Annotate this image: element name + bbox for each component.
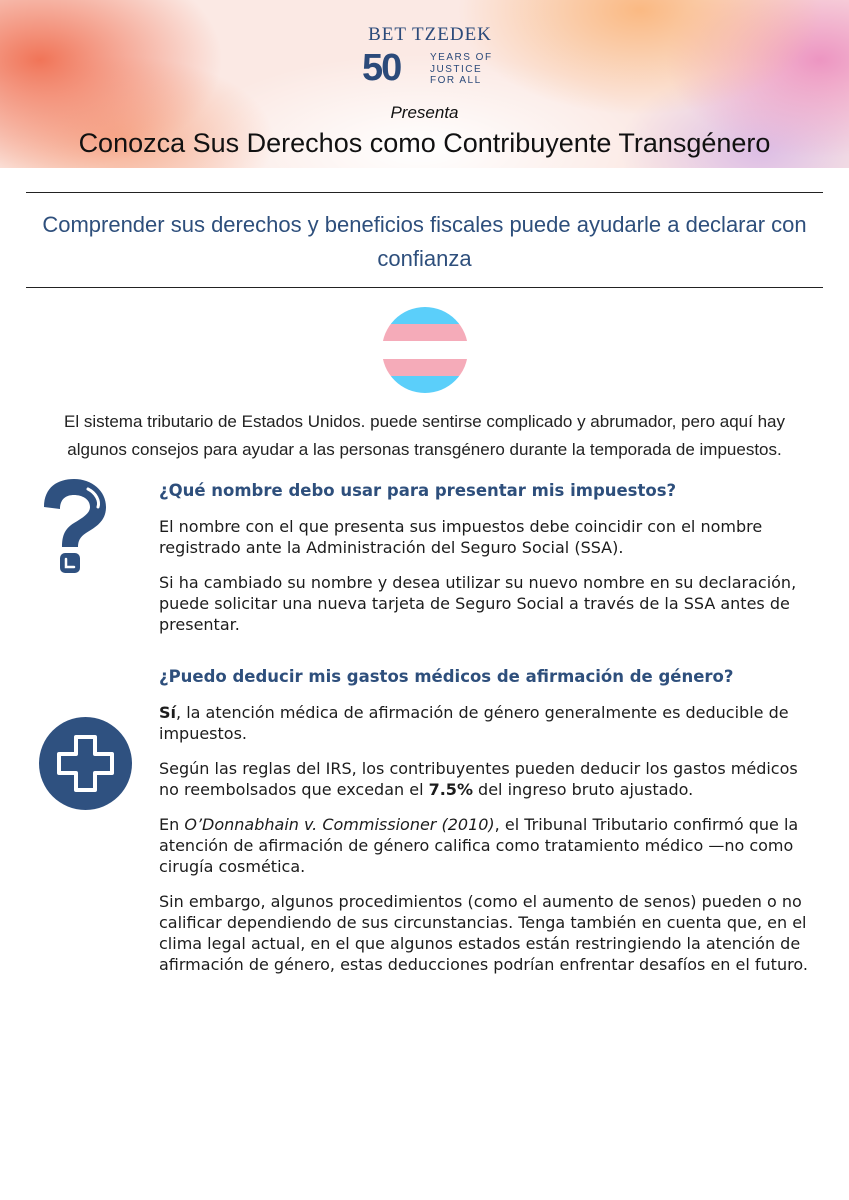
page-title: Conozca Sus Derechos como Contribuyente Transgénero	[78, 128, 771, 158]
section2-paragraph: En O’Donnabhain v. Commissioner (2010), el Tribunal Tributario confirmó que la atención de afirmación de género califica como tratamiento médico —no como cirugía cosmética.	[159, 815, 799, 876]
section1-paragraph: Si ha cambiado su nombre y desea utilizar su nuevo nombre en su declaración, puede solicitar una nueva tarjeta de Seguro Social a través de la SSA antes de presentar.	[159, 573, 797, 634]
section2-paragraph: Sin embargo, algunos procedimientos (como el aumento de senos) pueden o no calificar dependiendo de sus circunstancias. Tenga también en cuenta que, en el clima legal actual, en el que algunos estados están restringiendo la atención de afirmación de género, estas deducciones podrían enfrentar desafíos en el futuro.	[159, 892, 808, 974]
logo-name: BET TZEDEK	[368, 24, 492, 45]
logo-number: 50	[362, 47, 401, 89]
transgender-flag-icon	[382, 307, 468, 393]
flag-stripe	[382, 341, 468, 358]
subtitle: Comprender sus derechos y beneficios fiscales puede ayudarle a declarar con confianza	[42, 212, 807, 271]
section-heading-name: ¿Qué nombre debo usar para presentar mis impuestos?	[159, 481, 677, 500]
top-divider	[26, 192, 823, 193]
section-heading-medical: ¿Puedo deducir mis gastos médicos de afirmación de género?	[159, 667, 734, 686]
flag-stripe	[382, 359, 468, 376]
section1-paragraph: El nombre con el que presenta sus impuestos debe coincidir con el nombre registrado ante la Administración del Seguro Social (SSA).	[159, 517, 763, 557]
flag-stripe	[382, 324, 468, 341]
question-mark-icon	[36, 477, 110, 575]
intro-text: El sistema tributario de Estados Unidos. puede sentirse complicado y abrumador, pero aquí hay algunos consejos para ayudar a las personas transgénero durante la temporada de impuestos.	[63, 412, 785, 459]
section2-paragraph: Sí, la atención médica de afirmación de género generalmente es deducible de impuestos.	[159, 703, 789, 743]
presenta-label: Presenta	[390, 103, 459, 122]
logo-tagline: YEARS OF JUSTICE FOR ALL	[430, 52, 493, 86]
bottom-divider	[26, 287, 823, 288]
section2-paragraph: Según las reglas del IRS, los contribuyentes pueden deducir los gastos médicos no reembolsados que excedan el 7.5% del ingreso bruto ajustado.	[159, 759, 798, 799]
flag-stripe	[382, 307, 468, 324]
bet-tzedek-logo	[360, 24, 500, 94]
main-content	[159, 480, 819, 975]
flag-stripe	[382, 376, 468, 393]
medical-cross-icon	[39, 717, 132, 810]
